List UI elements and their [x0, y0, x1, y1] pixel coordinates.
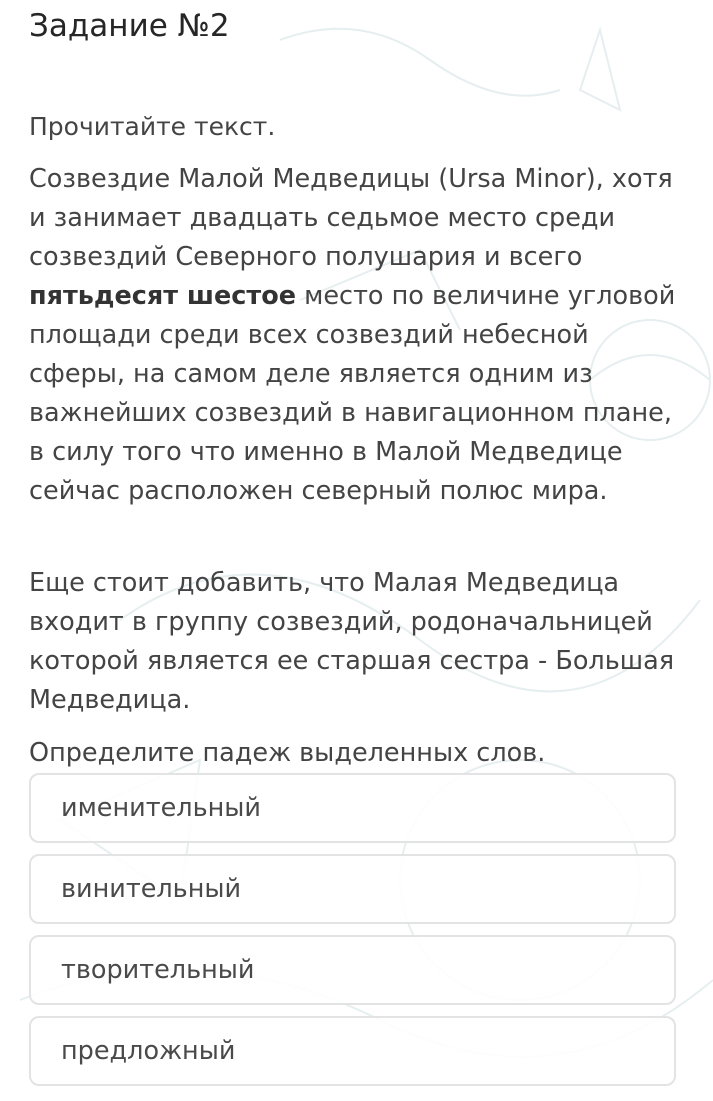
answer-option[interactable] [29, 1016, 676, 1086]
passage-text: место по величине угловой площади среди всех созвездий небесной сферы, на самом деле является одним из важнейших созвездий в навигационном плане, в силу того что именно в Малой Медведице сейчас расположен северный полюс мира. [29, 281, 676, 506]
passage-paragraph-2: Еще стоит добавить, что Малая Медведица входит в группу созвездий, родоначальницей которой является ее старшая сестра - Большая Медведица. [29, 568, 675, 715]
task-title: Задание №2 [29, 8, 230, 44]
passage-text: Созвездие Малой Медведицы (Ursa Minor), хотя и занимает двадцать седьмое место среди созвездий Северного полушария и всего [29, 164, 673, 272]
answer-option[interactable] [29, 935, 676, 1005]
answer-option-label: именительный [61, 793, 261, 823]
answer-option-label: предложный [61, 1036, 236, 1066]
highlighted-words: пятьдесят шестое [29, 281, 297, 311]
answer-option[interactable] [29, 773, 676, 843]
answer-option-label: творительный [61, 955, 255, 985]
question-text: Определите падеж выделенных слов. [29, 738, 546, 768]
answer-options [29, 773, 676, 1097]
answer-option[interactable] [29, 854, 676, 924]
task-instruction: Прочитайте текст. [29, 112, 276, 141]
answer-option-label: винительный [61, 874, 242, 904]
passage-paragraph-1 [29, 160, 689, 511]
